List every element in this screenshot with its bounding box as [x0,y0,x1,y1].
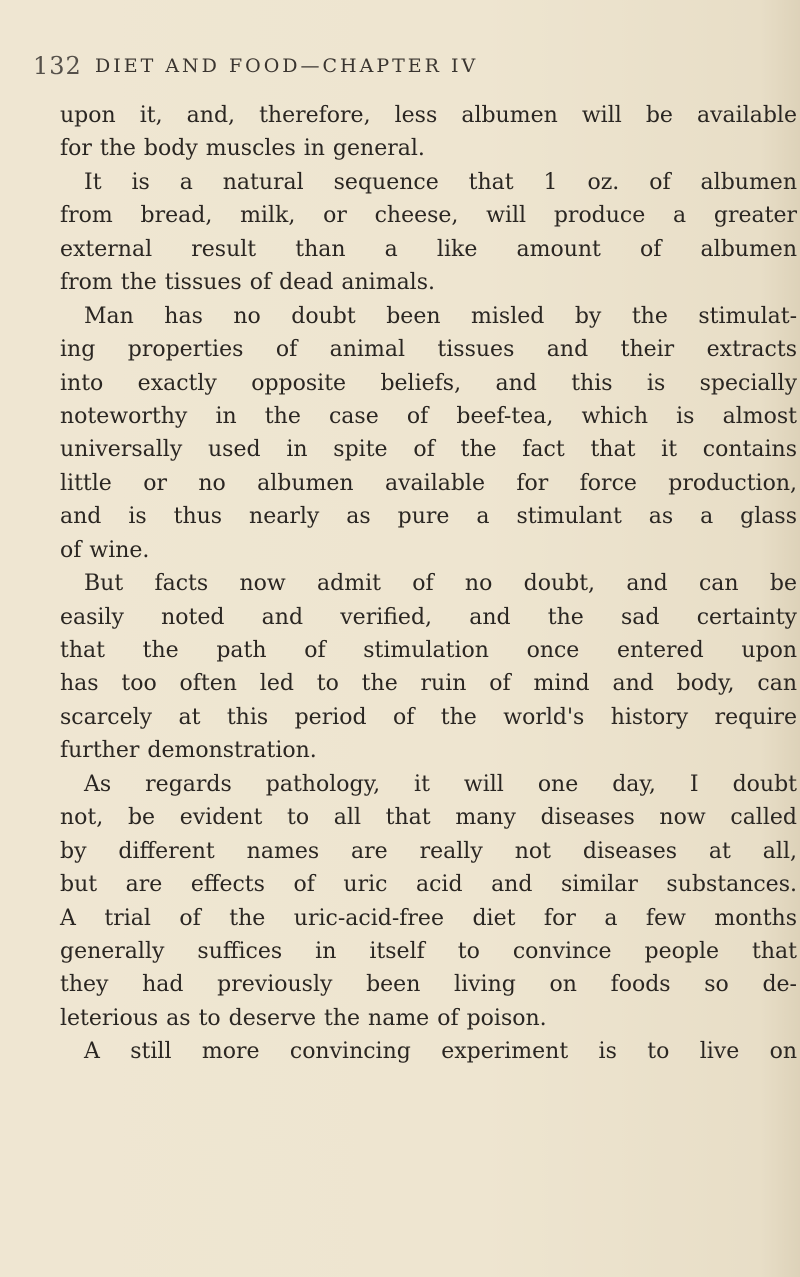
text-line: easily noted and verified, and the sad certainty [60,604,797,630]
text-line: noteworthy in the case of beef-tea, which is almost [60,403,797,429]
text-line: external result than a like amount of albumen [60,236,797,262]
text-line: Man has no doubt been misled by the stimulat- [84,303,797,329]
text-line: A still more convincing experiment is to live on [84,1039,797,1065]
text-line: It is a natural sequence that 1 oz. of albumen [84,169,797,195]
text-line: further demonstration. [60,738,317,764]
text-line: A trial of the uric-acid-free diet for a few months [60,905,797,931]
text-line: little or no albumen available for force production, [60,470,797,496]
page-header [33,52,753,88]
running-head: DIET AND FOOD—CHAPTER IV [95,55,479,77]
page-number: 132 [33,52,82,80]
text-line: upon it, and, therefore, less albumen will be available [60,103,797,128]
text-line: But facts now admit of no doubt, and can be [84,571,797,597]
text-line: into exactly opposite beliefs, and this is specially [60,370,797,396]
text-line: by different names are really not diseases at all, [60,838,797,864]
text-line: generally suffices in itself to convince people that [60,938,797,964]
text-line: not, be evident to all that many diseases now called [60,805,797,831]
text-line: from the tissues of dead animals. [60,270,436,296]
text-line: for the body muscles in general. [60,136,425,162]
text-line: that the path of stimulation once entered upon [60,638,797,663]
text-line: they had previously been living on foods so de- [60,972,797,998]
text-line: from bread, milk, or cheese, will produce a greater [60,203,797,229]
text-line: scarcely at this period of the world's history require [60,704,797,730]
text-line: of wine. [60,537,150,563]
text-line: but are effects of uric acid and similar substances. [60,872,797,898]
text-line: leterious as to deserve the name of poison. [60,1005,547,1031]
body-text [60,99,797,1069]
text-line: As regards pathology, it will one day, I doubt [84,771,797,797]
text-line: ing properties of animal tissues and their extracts [60,337,797,363]
text-line: and is thus nearly as pure a stimulant as a glass [60,504,797,530]
text-line: has too often led to the ruin of mind and body, can [60,671,797,697]
text-line: universally used in spite of the fact that it contains [60,437,797,463]
